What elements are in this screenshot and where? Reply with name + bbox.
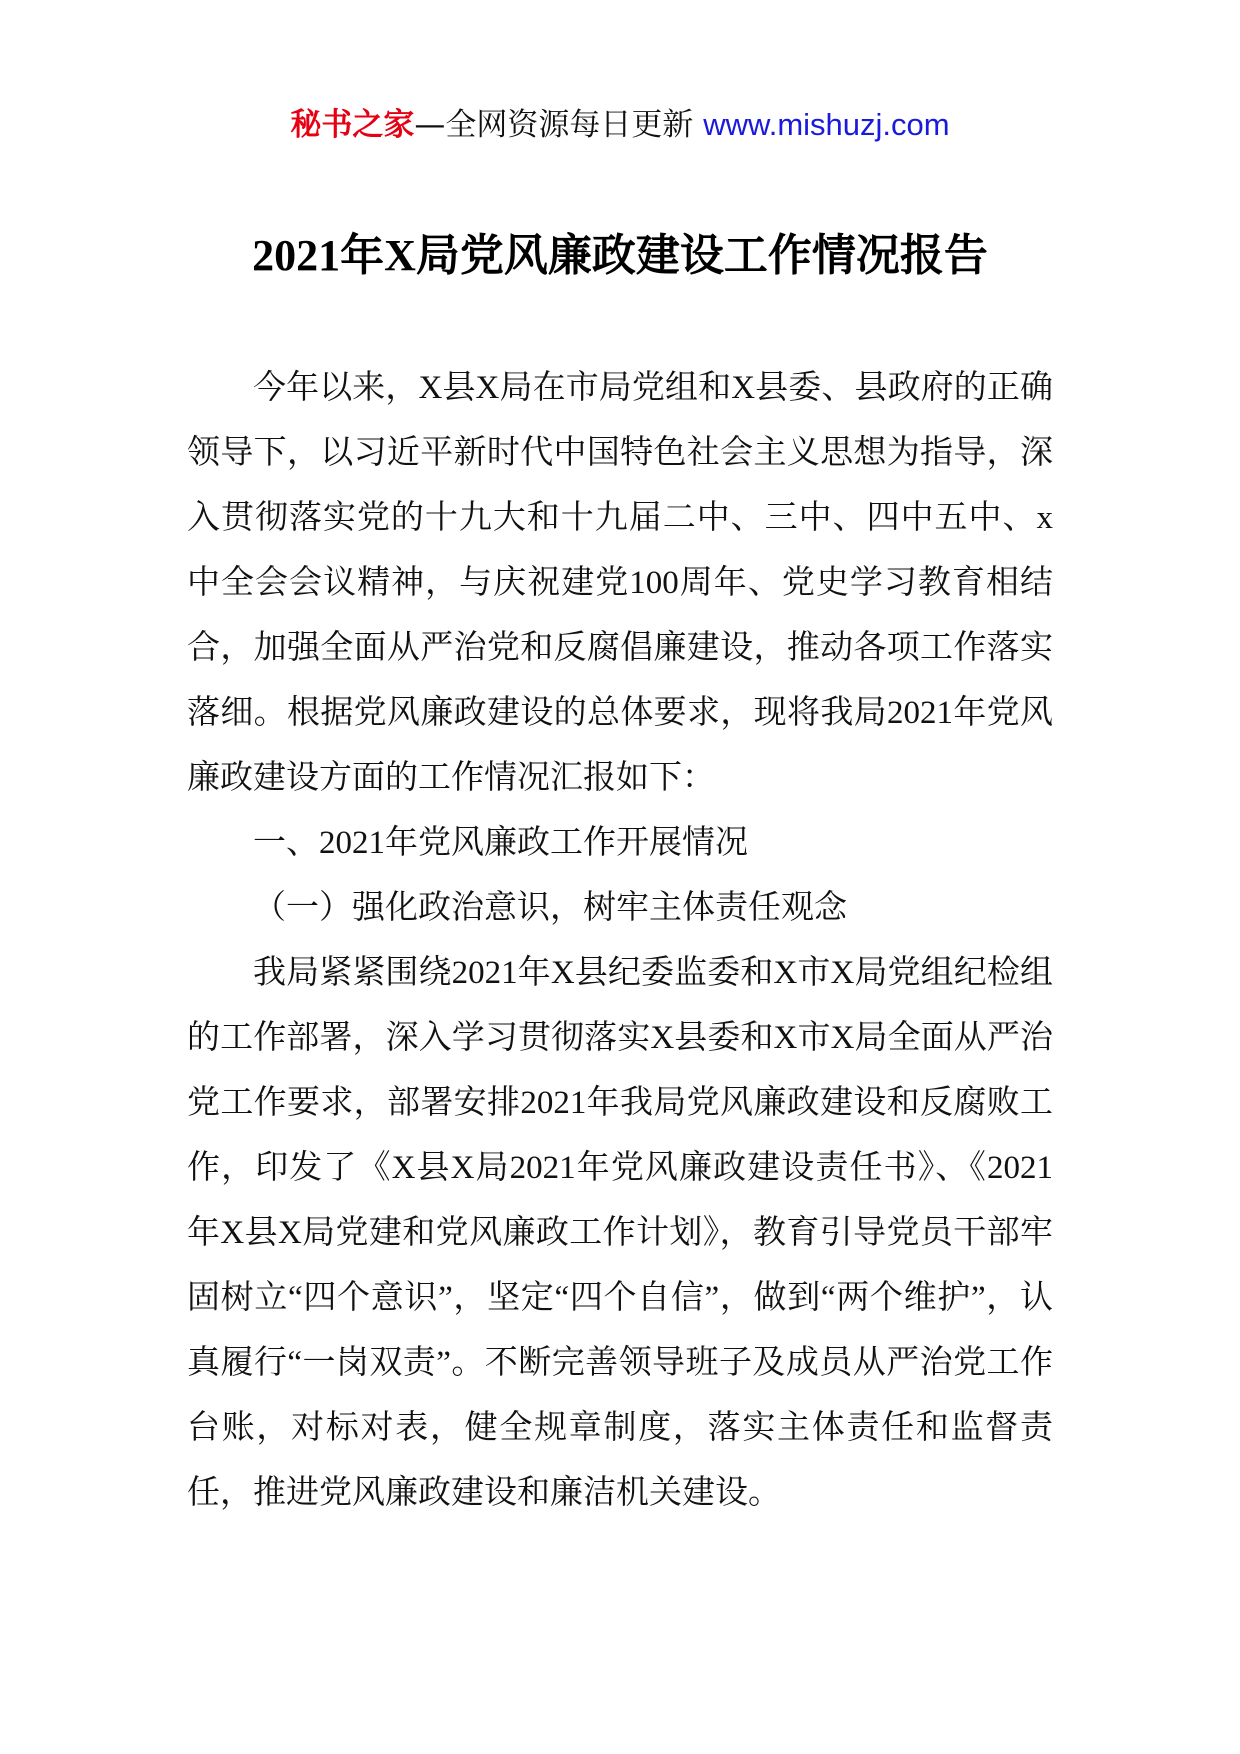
subsection-heading: （一）强化政治意识，树牢主体责任观念 (253, 890, 847, 926)
site-brand: 秘书之家 (290, 107, 415, 143)
paragraph-body: 我局紧紧围绕2021年X县纪委监委和X市X局党组纪检组的工作部署，深入学习贯彻落实X县委和X市X局全面从严治党工作要求，部署安排2021年我局党风廉政建设和反腐败工作，印发了《X县X局2021年党风廉政建设责任书》、《2021年X县X局党建和党风廉政工作计划》，教育引导党员干部牢固树立“四个意识”，坚定“四个自信”，做到“两个维护”，认真履行“一岗双责”。不断完善领导班子及成员从严治党工作台账，对标对表，健全规章制度，落实主体责任和监督责任，推进党风廉政建设和廉洁机关建设。 (187, 955, 1053, 1511)
paragraph-intro: 今年以来，X县X局在市局党组和X县委、县政府的正确领导下，以习近平新时代中国特色社会主义思想为指导，深入贯彻落实党的十九大和十九届二中、三中、四中五中、x中全会会议精神，与庆祝建党100周年、党史学习教育相结合，加强全面从严治党和反腐倡廉建设，推动各项工作落实落细。根据党风廉政建设的总体要求，现将我局2021年党风廉政建设方面的工作情况汇报如下： (187, 370, 1053, 796)
section-heading: 一、2021年党风廉政工作开展情况 (253, 825, 748, 861)
document-title: 2021年X局党风廉政建设工作情况报告 (252, 231, 988, 280)
site-slogan: —全网资源每日更新 (414, 107, 704, 143)
document-body (187, 356, 1053, 1526)
site-header (0, 103, 1240, 147)
site-url-link[interactable]: www.mishuzj.com (703, 107, 950, 142)
